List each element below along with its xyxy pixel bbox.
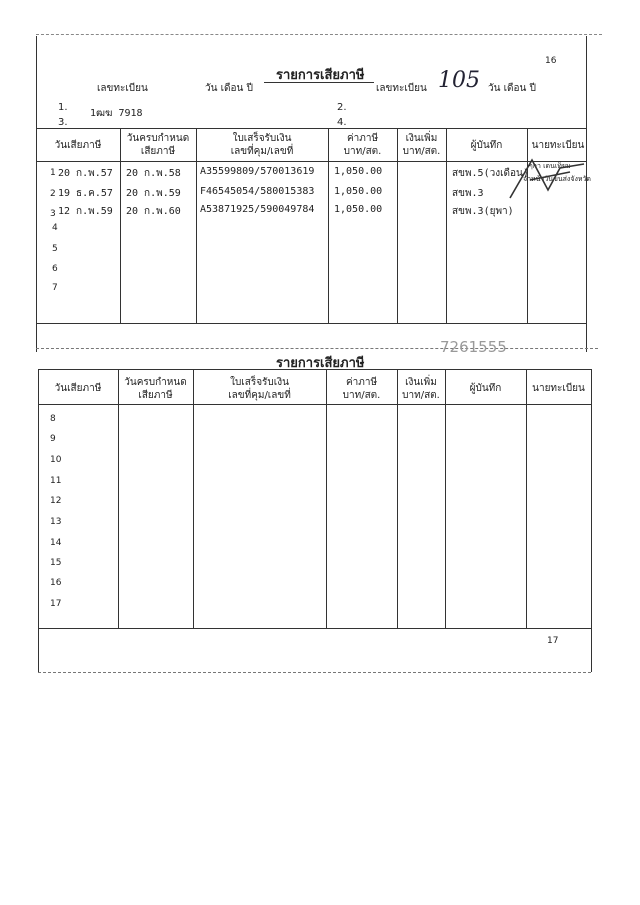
signature-scribble <box>500 150 590 210</box>
tax-cell: 1,050.00 <box>334 166 383 177</box>
row-number: 17 <box>50 599 62 609</box>
bottom-col-divider <box>397 369 398 628</box>
top-hdr-recorder: ผู้บันทึก <box>470 140 503 151</box>
bottom-hdr-extra: เงินเพิ่ม บาท/สต. <box>402 377 440 401</box>
bottom-hdr-tax: ค่าภาษี บาท/สต. <box>342 377 381 401</box>
bottom-hdr-due: วันครบกำหนด เสียภาษี <box>124 377 187 401</box>
top-hdr-due: วันครบกำหนด เสียภาษี <box>126 133 190 157</box>
row-number: 16 <box>50 578 62 588</box>
bottom-right-border <box>591 369 592 672</box>
top-table-bottom-line <box>36 323 586 324</box>
bottom-left-border <box>38 369 39 672</box>
left-date-label: วัน เดือน ปี <box>205 83 253 94</box>
top-hdr-extra: เงินเพิ่ม บาท/สต. <box>402 133 441 157</box>
reg-line-2-num: 2. <box>337 102 347 113</box>
bottom-hdr-receipt: ใบเสร็จรับเงิน เลขที่คุม/เลขที่ <box>228 377 291 401</box>
top-hdr-registrar: นายทะเบียน <box>531 140 585 151</box>
bottom-hdr-registrar: นายทะเบียน <box>532 383 585 394</box>
row-number: 12 <box>50 496 62 506</box>
row-number: 9 <box>50 434 56 444</box>
bottom-hdr-recorder: ผู้บันทึก <box>469 383 502 394</box>
top-title: รายการเสียภาษี <box>276 68 365 83</box>
bottom-table-top-line <box>38 369 591 370</box>
bottom-table-header-line <box>38 404 591 405</box>
left-reg-label: เลขทะเบียน <box>97 83 148 94</box>
tax-cell: 1,050.00 <box>334 204 383 215</box>
mid-separator-line <box>36 348 598 349</box>
top-left-border <box>36 36 37 352</box>
recorder-cell: สขพ.5(วงเดือน) <box>452 168 529 179</box>
bottom-title: รายการเสียภาษี <box>276 356 365 371</box>
row-number: 4 <box>52 223 58 233</box>
bottom-col-divider <box>526 369 527 628</box>
recorder-cell: สขพ.3(ยุพา) <box>452 206 514 217</box>
right-reg-label: เลขทะเบียน <box>376 83 427 94</box>
bottom-faint-number: 7261555 <box>440 338 507 356</box>
stamp-line-2: จำหน้าวันขนส่งจังหวัด <box>523 175 591 183</box>
top-col-divider <box>446 128 447 323</box>
bottom-col-divider <box>118 369 119 628</box>
row-number: 5 <box>52 244 58 254</box>
pay-date-cell: 19 ธ.ค.57 <box>58 188 113 199</box>
bottom-col-divider <box>445 369 446 628</box>
page-top-border <box>36 34 602 36</box>
row-number: 7 <box>52 283 58 293</box>
row-number: 3 <box>50 209 56 219</box>
row-number: 11 <box>50 476 62 486</box>
right-date-label: วัน เดือน ปี <box>488 83 536 94</box>
top-table-top-line <box>36 128 586 129</box>
row-number: 13 <box>50 517 62 527</box>
stamp-line-1: ๆกา เดนเท็ยม <box>529 162 571 170</box>
reg-line-3-num: 3. <box>58 117 68 128</box>
reg-line-1-num: 1. <box>58 102 68 113</box>
receipt-cell: A53871925/590049784 <box>200 204 315 215</box>
pay-date-cell: 12 ก.พ.59 <box>58 206 113 217</box>
top-hdr-pay-date: วันเสียภาษี <box>54 140 102 151</box>
top-page-number: 16 <box>545 56 557 66</box>
due-date-cell: 20 ก.พ.59 <box>126 188 181 199</box>
tax-cell: 1,050.00 <box>334 186 383 197</box>
bottom-hdr-pay-date: วันเสียภาษี <box>54 383 102 394</box>
top-hdr-tax: ค่าภาษี บาท/สต. <box>343 133 382 157</box>
receipt-cell: F46545054/580015383 <box>200 186 315 197</box>
row-number: 8 <box>50 414 56 424</box>
bottom-form-bottom-line <box>38 672 591 673</box>
bottom-table-bottom-line <box>38 628 591 629</box>
due-date-cell: 20 ก.พ.60 <box>126 206 181 217</box>
bottom-col-divider <box>326 369 327 628</box>
right-reg-handwritten: 105 <box>438 68 480 93</box>
due-date-cell: 20 ก.พ.58 <box>126 168 181 179</box>
row-number: 1 <box>50 168 56 178</box>
bottom-page-number: 17 <box>547 636 559 646</box>
top-hdr-receipt: ใบเสร็จรับเงิน เลขที่คุม/เลขที่ <box>230 133 294 157</box>
top-title-underline <box>264 82 374 83</box>
row-number: 2 <box>50 189 56 199</box>
pay-date-cell: 20 ก.พ.57 <box>58 168 113 179</box>
receipt-cell: A35599809/570013619 <box>200 166 315 177</box>
reg-line-4-num: 4. <box>337 117 347 128</box>
recorder-cell: สขพ.3 <box>452 188 484 199</box>
bottom-col-divider <box>193 369 194 628</box>
row-number: 14 <box>50 538 62 548</box>
row-number: 15 <box>50 558 62 568</box>
reg-line-1-value: 1ฒฆ 7918 <box>90 108 143 119</box>
row-number: 6 <box>52 264 58 274</box>
row-number: 10 <box>50 455 62 465</box>
